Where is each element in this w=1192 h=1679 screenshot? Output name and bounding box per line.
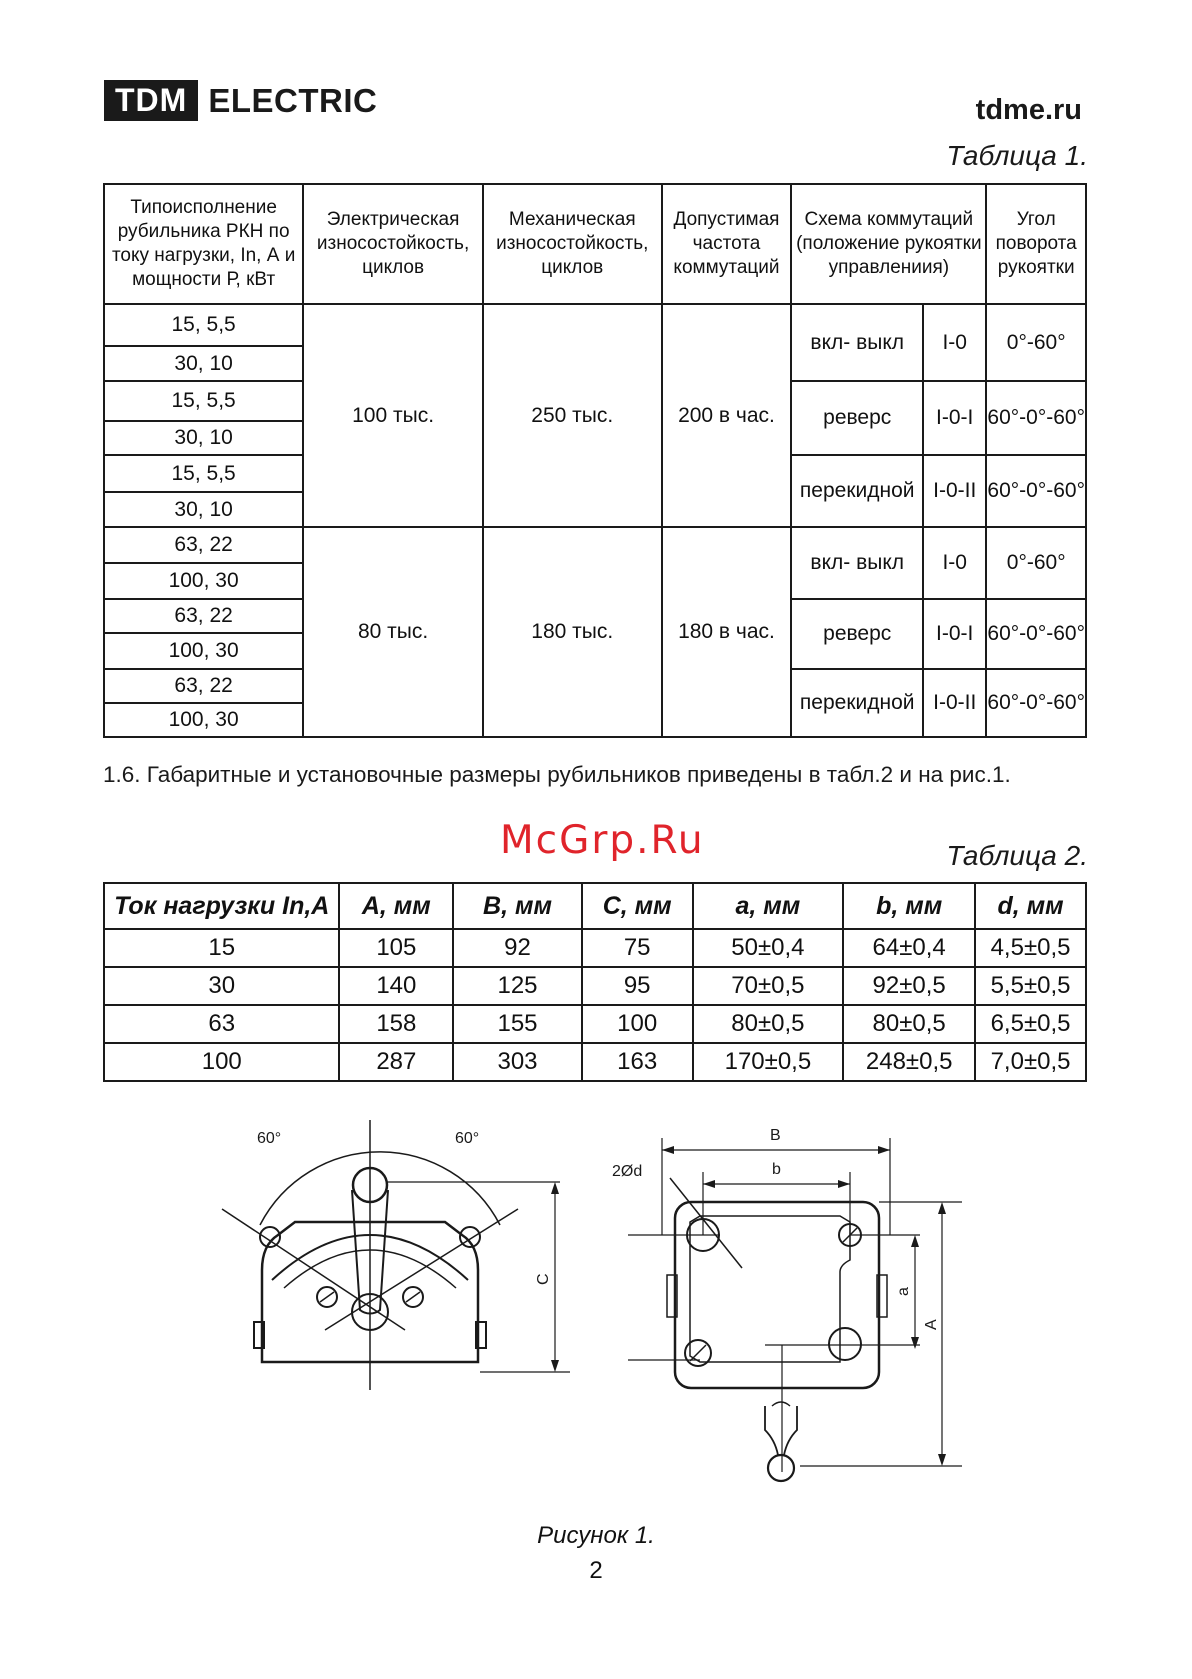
scheme-cell: вкл- выкл — [791, 304, 923, 381]
col-header: A, мм — [339, 883, 453, 929]
rating-cell: 15, 5,5 — [104, 304, 303, 346]
angle-cell: 60°-0°-60° — [986, 381, 1086, 455]
hole-leader-line — [670, 1178, 742, 1268]
table-cell: 163 — [582, 1043, 693, 1081]
mechanical-cell: 250 тыс. — [483, 304, 662, 527]
table-cell: 170±0,5 — [693, 1043, 844, 1081]
positions-cell: I-0 — [923, 527, 986, 599]
mechanical-cell: 180 тыс. — [483, 527, 662, 737]
figure-1-drawing — [200, 1110, 1000, 1500]
rating-cell: 63, 22 — [104, 669, 303, 703]
col-header: Схема коммутаций (положение рукоятки управлениия) — [791, 184, 986, 304]
table-cell: 158 — [339, 1005, 453, 1043]
screw-slot — [320, 1292, 334, 1302]
rating-cell: 63, 22 — [104, 599, 303, 633]
table-cell: 50±0,4 — [693, 929, 844, 967]
rating-cell: 100, 30 — [104, 633, 303, 669]
table-cell: 92 — [453, 929, 582, 967]
table-cell: 4,5±0,5 — [975, 929, 1086, 967]
rating-cell: 63, 22 — [104, 527, 303, 563]
rating-cell: 30, 10 — [104, 346, 303, 381]
col-header: Электрическая износостойкость, циклов — [303, 184, 483, 304]
positions-cell: I-0-II — [923, 669, 986, 737]
scheme-cell: реверс — [791, 381, 923, 455]
electrical-cell: 100 тыс. — [303, 304, 483, 527]
table-cell: 63 — [104, 1005, 339, 1043]
scheme-cell: вкл- выкл — [791, 527, 923, 599]
angle-label-right: 60° — [455, 1130, 480, 1147]
col-header: Ток нагрузки In,A — [104, 883, 339, 929]
dim-a-lower-label: a — [895, 1287, 912, 1296]
col-header: Типоисполнение рубильника РКН по току нагрузки, In, А и мощности Р, кВт — [104, 184, 303, 304]
top-view — [612, 1127, 962, 1481]
table-cell: 7,0±0,5 — [975, 1043, 1086, 1081]
table-row — [104, 304, 1086, 346]
table-cell: 287 — [339, 1043, 453, 1081]
angle-cell: 60°-0°-60° — [986, 599, 1086, 669]
rating-cell: 30, 10 — [104, 492, 303, 527]
scheme-cell: реверс — [791, 599, 923, 669]
table-cell: 15 — [104, 929, 339, 967]
table-cell: 30 — [104, 967, 339, 1005]
col-header: a, мм — [693, 883, 844, 929]
electrical-cell: 80 тыс. — [303, 527, 483, 737]
rating-cell: 15, 5,5 — [104, 455, 303, 492]
col-header: b, мм — [843, 883, 975, 929]
side-view — [222, 1120, 570, 1390]
table-2 — [103, 882, 1087, 1082]
rating-cell: 30, 10 — [104, 421, 303, 455]
dim-b-lower-label: b — [772, 1161, 781, 1178]
site-url: tdme.ru — [975, 94, 1082, 126]
table-cell: 75 — [582, 929, 693, 967]
col-header: Механическая износостойкость, циклов — [483, 184, 662, 304]
scheme-cell: перекидной — [791, 669, 923, 737]
handle-stem — [765, 1406, 797, 1455]
page-number: 2 — [589, 1557, 603, 1584]
angle-label-left: 60° — [257, 1130, 282, 1147]
positions-cell: I-0-II — [923, 455, 986, 527]
frequency-cell: 200 в час. — [662, 304, 792, 527]
col-header: Допустимая частота коммутаций — [662, 184, 792, 304]
table-cell: 125 — [453, 967, 582, 1005]
col-header: B, мм — [453, 883, 582, 929]
figure-caption: Рисунок 1. — [537, 1522, 655, 1549]
positions-cell: I-0-I — [923, 599, 986, 669]
table-cell: 70±0,5 — [693, 967, 844, 1005]
dim-a-upper-label: A — [923, 1319, 940, 1330]
screw-slot — [406, 1292, 420, 1302]
table-cell: 155 — [453, 1005, 582, 1043]
table-cell: 303 — [453, 1043, 582, 1081]
rating-cell: 100, 30 — [104, 563, 303, 599]
col-header: d, мм — [975, 883, 1086, 929]
dim-c-label: C — [535, 1273, 552, 1285]
table-cell: 105 — [339, 929, 453, 967]
col-header: C, мм — [582, 883, 693, 929]
screw-slot — [690, 1345, 706, 1361]
table-row — [104, 1043, 1086, 1081]
table-cell: 248±0,5 — [843, 1043, 975, 1081]
handle-knob — [768, 1455, 794, 1481]
rating-cell: 100, 30 — [104, 703, 303, 737]
dim-hole-label: 2Ød — [612, 1163, 643, 1180]
table-cell: 6,5±0,5 — [975, 1005, 1086, 1043]
table-cell: 5,5±0,5 — [975, 967, 1086, 1005]
dim-b-upper-label: B — [770, 1127, 781, 1144]
frequency-cell: 180 в час. — [662, 527, 792, 737]
positions-cell: I-0 — [923, 304, 986, 381]
rating-cell: 15, 5,5 — [104, 381, 303, 421]
angle-cell: 0°-60° — [986, 304, 1086, 381]
rotation-arc — [260, 1152, 500, 1225]
table-header-row — [104, 184, 1086, 304]
scheme-cell: перекидной — [791, 455, 923, 527]
table-cell: 80±0,5 — [693, 1005, 844, 1043]
table-row — [104, 527, 1086, 563]
table-row — [104, 929, 1086, 967]
brand-logo — [104, 80, 377, 121]
angle-cell: 0°-60° — [986, 527, 1086, 599]
handle-cap — [772, 1402, 790, 1406]
table-row — [104, 1005, 1086, 1043]
angle-cell: 60°-0°-60° — [986, 669, 1086, 737]
table-cell: 80±0,5 — [843, 1005, 975, 1043]
positions-cell: I-0-I — [923, 381, 986, 455]
paragraph-1-6: 1.6. Габаритные и установочные размеры рубильников приведены в табл.2 и на рис.1. — [103, 762, 1011, 787]
table-header-row — [104, 883, 1086, 929]
table-row — [104, 967, 1086, 1005]
table2-caption: Таблица 2. — [946, 840, 1088, 871]
mount-hole — [829, 1328, 861, 1360]
col-header: Угол поворота рукоятки — [986, 184, 1086, 304]
table-cell: 92±0,5 — [843, 967, 975, 1005]
table-cell: 64±0,4 — [843, 929, 975, 967]
table1-caption: Таблица 1. — [946, 140, 1088, 171]
logo-word: ELECTRIC — [208, 81, 378, 119]
angle-cell: 60°-0°-60° — [986, 455, 1086, 527]
enclosure-inner — [690, 1216, 850, 1362]
table-1 — [103, 183, 1087, 738]
table-cell: 100 — [582, 1005, 693, 1043]
watermark: McGrp.Ru — [500, 818, 705, 863]
logo-box: TDM — [104, 80, 198, 121]
table-cell: 95 — [582, 967, 693, 1005]
table-cell: 140 — [339, 967, 453, 1005]
table-cell: 100 — [104, 1043, 339, 1081]
